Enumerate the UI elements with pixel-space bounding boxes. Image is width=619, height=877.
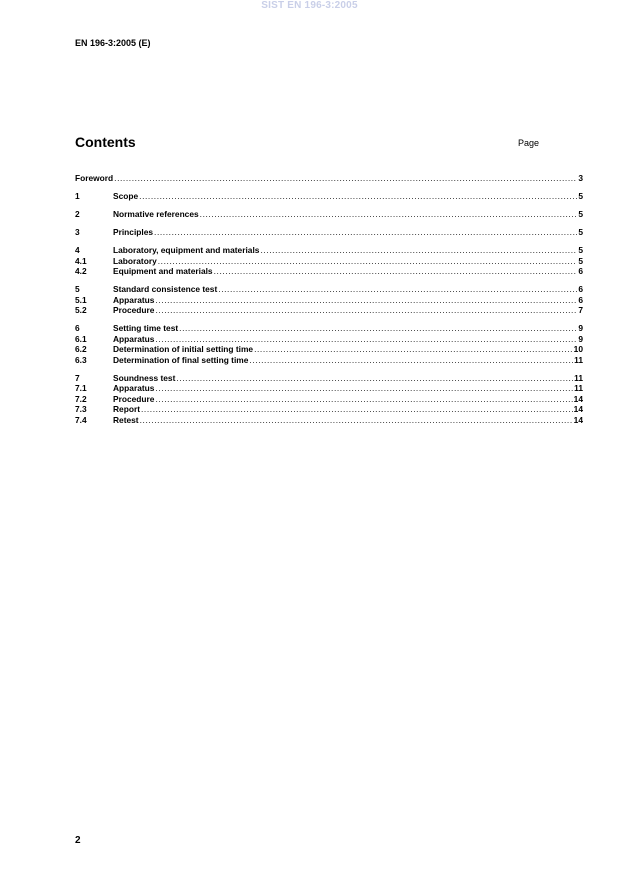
toc-entry-number: 2 xyxy=(75,209,80,219)
toc-entry[interactable] xyxy=(75,383,583,394)
toc-entry-number: 7 xyxy=(75,372,80,383)
toc-entry-page: 11 xyxy=(574,372,583,383)
toc-entry[interactable] xyxy=(75,295,583,306)
toc-entry-title: Foreword xyxy=(75,173,114,183)
toc-entry-page: 9 xyxy=(578,333,583,344)
toc-entry-title: Procedure xyxy=(113,393,155,404)
toc-entry-title: Normative references xyxy=(113,209,199,219)
toc-dot-leader xyxy=(141,404,573,415)
toc-dot-leader xyxy=(155,334,577,345)
toc-entry-title: Soundness test xyxy=(113,372,176,383)
watermark: SIST EN 196-3:2005 xyxy=(261,0,358,11)
toc-dot-leader xyxy=(158,256,578,267)
toc-dot-leader xyxy=(254,344,573,355)
toc-entry[interactable] xyxy=(75,209,583,220)
toc-entry-page: 5 xyxy=(578,245,583,255)
toc-entry-number: 7.2 xyxy=(75,393,87,404)
toc-entry-title: Procedure xyxy=(113,305,155,315)
page-column-label: Page xyxy=(518,138,540,148)
toc-entry-page: 10 xyxy=(573,344,583,354)
toc-entry-title: Report xyxy=(113,404,140,414)
table-of-contents xyxy=(75,173,583,425)
page-number: 2 xyxy=(75,835,81,846)
toc-entry-number: 6.2 xyxy=(75,344,87,354)
toc-entry-page: 6 xyxy=(578,294,583,305)
toc-dot-leader xyxy=(260,245,577,256)
toc-entry[interactable] xyxy=(75,227,583,238)
toc-entry[interactable] xyxy=(75,173,583,184)
toc-entry-number: 7.1 xyxy=(75,383,87,393)
toc-entry-title: Apparatus xyxy=(113,294,155,305)
contents-heading: Contents xyxy=(75,134,136,150)
toc-entry[interactable] xyxy=(75,305,583,316)
toc-entry-number: 6 xyxy=(75,323,80,333)
toc-dot-leader xyxy=(155,295,577,306)
toc-dot-leader xyxy=(249,355,573,366)
toc-entry-number: 4.1 xyxy=(75,255,87,266)
toc-entry-title: Laboratory, equipment and materials xyxy=(113,245,260,255)
toc-entry-page: 11 xyxy=(574,354,583,365)
toc-entry[interactable] xyxy=(75,256,583,267)
toc-entry[interactable] xyxy=(75,245,583,256)
toc-dot-leader xyxy=(155,394,572,405)
toc-dot-leader xyxy=(200,209,578,220)
toc-entry-page: 14 xyxy=(573,414,583,425)
toc-entry-title: Retest xyxy=(113,414,139,425)
document-id: EN 196-3:2005 (E) xyxy=(75,38,151,48)
toc-dot-leader xyxy=(155,383,573,394)
toc-dot-leader xyxy=(139,191,577,202)
toc-entry-page: 11 xyxy=(574,383,583,393)
toc-entry-page: 5 xyxy=(578,255,583,266)
toc-entry-number: 4 xyxy=(75,245,80,255)
toc-entry-number: 5.1 xyxy=(75,294,87,305)
toc-dot-leader xyxy=(154,227,577,238)
toc-entry-number: 6.1 xyxy=(75,333,87,344)
toc-entry-title: Laboratory xyxy=(113,255,157,266)
toc-entry[interactable] xyxy=(75,266,583,277)
toc-entry-page: 7 xyxy=(578,305,583,315)
toc-entry-number: 5.2 xyxy=(75,305,87,315)
toc-entry-page: 9 xyxy=(578,323,583,333)
toc-entry-title: Setting time test xyxy=(113,323,179,333)
toc-entry[interactable] xyxy=(75,415,583,426)
toc-entry-page: 6 xyxy=(578,284,583,294)
toc-entry-number: 7.4 xyxy=(75,414,87,425)
toc-dot-leader xyxy=(176,373,573,384)
toc-entry-title: Standard consistence test xyxy=(113,284,218,294)
toc-dot-leader xyxy=(114,173,577,184)
toc-entry-number: 7.3 xyxy=(75,404,87,414)
toc-entry[interactable] xyxy=(75,284,583,295)
toc-entry-number: 4.2 xyxy=(75,266,87,276)
toc-entry-title: Equipment and materials xyxy=(113,266,213,276)
toc-entry-title: Apparatus xyxy=(113,383,155,393)
toc-entry-page: 14 xyxy=(573,404,583,414)
toc-entry-title: Determination of final setting time xyxy=(113,354,249,365)
toc-entry-page: 3 xyxy=(578,173,583,183)
toc-entry-title: Scope xyxy=(113,191,139,201)
toc-entry-page: 5 xyxy=(578,209,583,219)
toc-entry[interactable] xyxy=(75,373,583,384)
toc-entry-number: 1 xyxy=(75,191,80,201)
toc-entry[interactable] xyxy=(75,404,583,415)
toc-dot-leader xyxy=(155,305,577,316)
toc-dot-leader xyxy=(218,284,577,295)
toc-entry-number: 3 xyxy=(75,227,80,237)
toc-entry-page: 5 xyxy=(578,191,583,201)
toc-dot-leader xyxy=(140,415,573,426)
toc-entry[interactable] xyxy=(75,191,583,202)
toc-entry[interactable] xyxy=(75,334,583,345)
toc-entry-page: 5 xyxy=(578,227,583,237)
toc-entry-title: Principles xyxy=(113,227,154,237)
toc-entry-title: Apparatus xyxy=(113,333,155,344)
toc-dot-leader xyxy=(179,323,577,334)
toc-entry[interactable] xyxy=(75,355,583,366)
toc-entry[interactable] xyxy=(75,394,583,405)
toc-entry[interactable] xyxy=(75,344,583,355)
toc-entry-number: 5 xyxy=(75,284,80,294)
toc-entry-title: Determination of initial setting time xyxy=(113,344,254,354)
toc-entry-page: 6 xyxy=(578,266,583,276)
toc-dot-leader xyxy=(214,266,578,277)
toc-entry-page: 14 xyxy=(573,393,583,404)
toc-entry-number: 6.3 xyxy=(75,354,87,365)
toc-entry[interactable] xyxy=(75,323,583,334)
